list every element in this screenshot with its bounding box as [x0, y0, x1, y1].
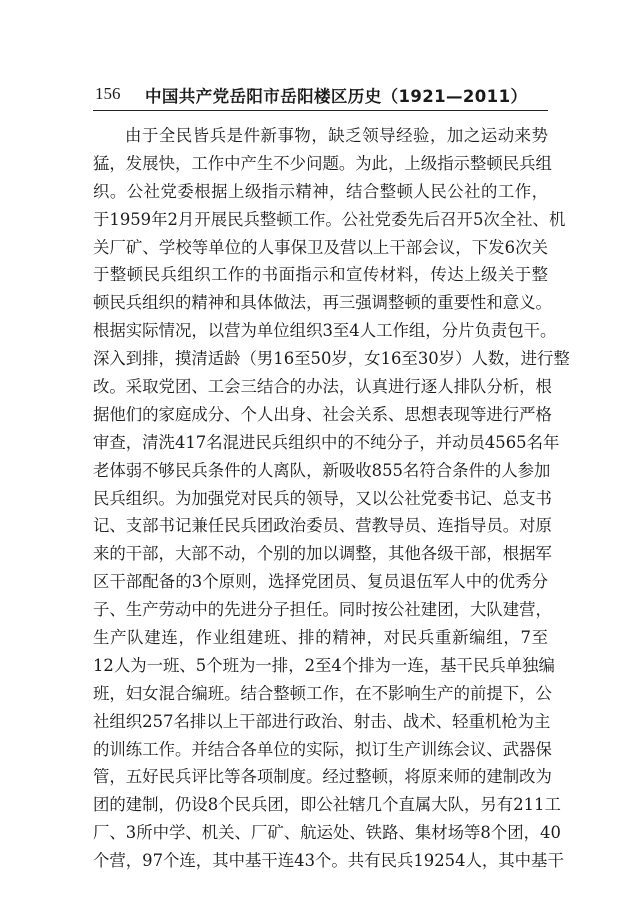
- text-line: 猛，发展快，工作中产生不少问题。为此，上级指示整顿民兵组: [93, 153, 552, 173]
- text-line: 于1959年2月开展民兵整顿工作。公社党委先后召开5次全社、机: [93, 209, 566, 229]
- text-line: 子、生产劳动中的先进分子担任。同时按公社建团，大队建营，: [93, 600, 552, 620]
- text-line: 顿民兵组织的精神和具体做法，再三强调整顿的重要性和意义。: [93, 293, 552, 313]
- body-text: [93, 122, 570, 875]
- text-line: 管，五好民兵评比等各项制度。经过整顿，将原来师的建制改为: [93, 767, 552, 787]
- text-line: 记、支部书记兼任民兵团政治委员、营教导员、连指导员。对原: [93, 516, 552, 536]
- text-line: 厂、3所中学、机关、厂矿、航运处、铁路、集材场等8个团，40: [93, 823, 561, 843]
- text-line: 改。采取党团、工会三结合的办法，认真进行逐人排队分析，根: [93, 377, 552, 397]
- text-line: 来的干部，大部不动，个别的加以调整，其他各级干部，根据军: [93, 544, 552, 564]
- text-line: 班，妇女混合编班。结合整顿工作，在不影响生产的前提下，公: [93, 683, 552, 703]
- text-line: 深入到排，摸清适龄（男16至50岁，女16至30岁）人数，进行整: [93, 349, 570, 369]
- running-title: 中国共产党岳阳市岳阳楼区历史（1921—2011）: [145, 87, 528, 106]
- page-number: 156: [95, 84, 121, 103]
- text-line: 社组织257名排以上干部进行政治、射击、战术、轻重机枪为主: [93, 711, 551, 731]
- text-line: 根据实际情况，以营为单位组织3至4人工作组，分片负责包干。: [93, 321, 557, 341]
- text-line: 团的建制，仍设8个民兵团，即公社辖几个直属大队，另有211工: [93, 795, 561, 815]
- text-line: 关厂矿、学校等单位的人事保卫及营以上干部会议，下发6次关: [93, 237, 548, 257]
- text-line: 于整顿民兵组织工作的书面指示和宣传材料，传达上级关于整: [93, 265, 548, 285]
- text-line: 据他们的家庭成分、个人出身、社会关系、思想表现等进行严格: [93, 404, 552, 424]
- page-header: [93, 82, 548, 111]
- text-line: 生产队建连，作业组建班、排的精神，对民兵重新编组，7至: [93, 628, 548, 648]
- text-line: 区干部配备的3个原则，选择党团员、复员退伍军人中的优秀分: [93, 572, 548, 592]
- text-line: 个营，97个连，其中基干连43个。共有民兵19254人，其中基干: [93, 851, 564, 871]
- text-line: 审查，清洗417名混进民兵组织中的不纯分子，并动员4565名年: [93, 432, 560, 452]
- text-line: 老体弱不够民兵条件的人离队，新吸收855名符合条件的人参加: [93, 460, 551, 480]
- text-line: 民兵组织。为加强党对民兵的领导，又以公社党委书记、总支书: [93, 488, 552, 508]
- text-line: 由于全民皆兵是件新事物，缺乏领导经验，加之运动来势: [125, 126, 548, 145]
- text-line: 的训练工作。并结合各单位的实际，拟订生产训练会议、武器保: [93, 739, 552, 759]
- text-line: 12人为一班、5个班为一排，2至4个排为一连，基干民兵单独编: [93, 655, 555, 675]
- text-line: 织。公社党委根据上级指示精神，结合整顿人民公社的工作，: [93, 181, 548, 201]
